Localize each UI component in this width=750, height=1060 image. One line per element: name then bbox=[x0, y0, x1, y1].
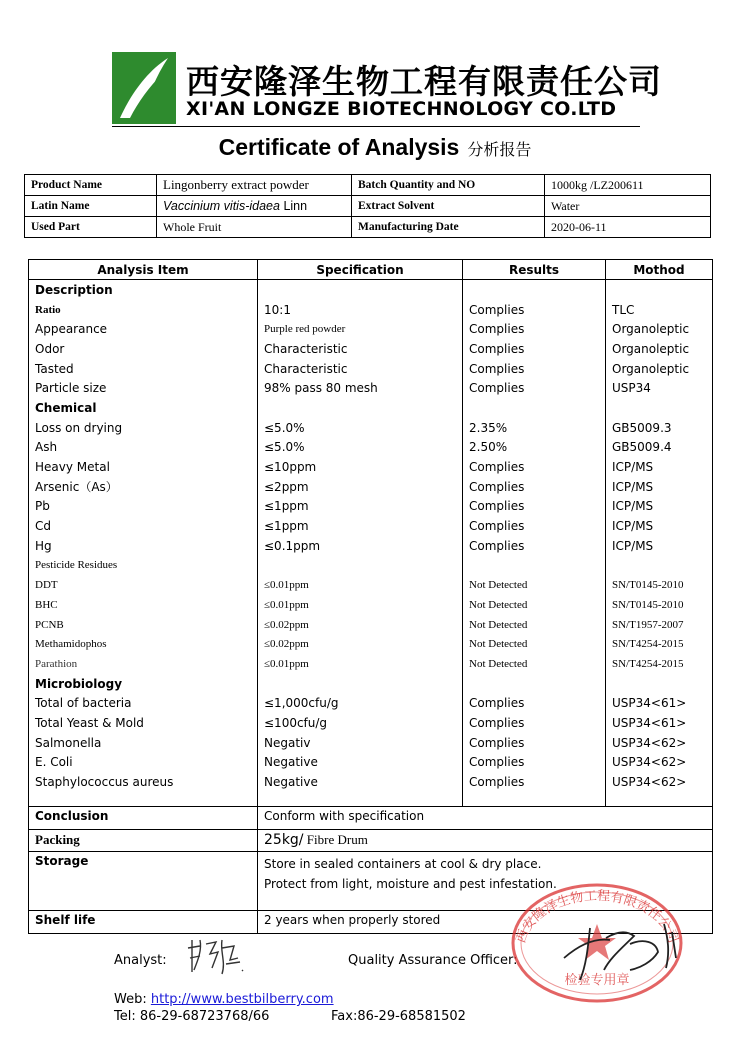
specification-cell: 10:1 bbox=[258, 300, 463, 320]
method-cell: SN/T0145-2010 bbox=[606, 575, 713, 595]
method-cell: USP34 bbox=[606, 378, 713, 398]
analysis-row bbox=[29, 654, 713, 674]
analysis-row bbox=[29, 713, 713, 733]
analysis-row bbox=[29, 575, 713, 595]
specification-cell: Negativ bbox=[258, 733, 463, 753]
analyst-signature bbox=[186, 934, 246, 978]
analysis-item-cell: Heavy Metal bbox=[29, 457, 258, 477]
used-part-value: Whole Fruit bbox=[157, 217, 352, 238]
method-cell: ICP/MS bbox=[606, 516, 713, 536]
analysis-row bbox=[29, 300, 713, 320]
analysis-item-cell: Microbiology bbox=[29, 674, 258, 694]
latin-name-label: Latin Name bbox=[25, 196, 157, 217]
analysis-row bbox=[29, 634, 713, 654]
analysis-row bbox=[29, 772, 713, 792]
specification-cell bbox=[258, 280, 463, 300]
method-cell bbox=[606, 280, 713, 300]
company-name-en: XI'AN LONGZE BIOTECHNOLOGY CO.LTD bbox=[186, 98, 617, 120]
result-cell bbox=[463, 398, 606, 418]
result-cell: Complies bbox=[463, 477, 606, 497]
shelf-life-label: Shelf life bbox=[29, 911, 258, 934]
analysis-row bbox=[29, 339, 713, 359]
product-name-value: Lingonberry extract powder bbox=[157, 175, 352, 196]
method-cell: ICP/MS bbox=[606, 457, 713, 477]
specification-cell: 98% pass 80 mesh bbox=[258, 378, 463, 398]
website-line bbox=[114, 992, 334, 1007]
latin-genus: Vaccinium vitis-idaea bbox=[163, 199, 280, 213]
analysis-table bbox=[28, 259, 713, 934]
analysis-item-cell: Odor bbox=[29, 339, 258, 359]
section-row bbox=[29, 280, 713, 300]
result-cell: Complies bbox=[463, 339, 606, 359]
result-cell: Complies bbox=[463, 753, 606, 773]
company-name-cn: 西安隆泽生物工程有限责任公司 bbox=[186, 62, 662, 101]
analysis-item-cell: Pb bbox=[29, 497, 258, 517]
analysis-item-cell: Methamidophos bbox=[29, 634, 258, 654]
method-cell bbox=[606, 556, 713, 576]
analysis-item-cell: Parathion bbox=[29, 654, 258, 674]
table-spacer-row bbox=[29, 792, 713, 807]
method-cell: SN/T0145-2010 bbox=[606, 595, 713, 615]
result-cell: Complies bbox=[463, 457, 606, 477]
specification-cell: ≤5.0% bbox=[258, 418, 463, 438]
conclusion-value: Conform with specification bbox=[258, 806, 713, 829]
analysis-item-cell: Chemical bbox=[29, 398, 258, 418]
document-title bbox=[0, 134, 750, 161]
analysis-row bbox=[29, 733, 713, 753]
result-cell bbox=[463, 280, 606, 300]
analyst-label: Analyst: bbox=[114, 953, 167, 968]
result-cell: Not Detected bbox=[463, 654, 606, 674]
result-cell: Not Detected bbox=[463, 595, 606, 615]
analysis-item-cell: PCNB bbox=[29, 615, 258, 635]
header-analysis-item: Analysis Item bbox=[29, 260, 258, 280]
analysis-row bbox=[29, 438, 713, 458]
result-cell: Not Detected bbox=[463, 634, 606, 654]
result-cell bbox=[463, 674, 606, 694]
method-cell: SN/T4254-2015 bbox=[606, 634, 713, 654]
result-cell: Complies bbox=[463, 319, 606, 339]
method-cell: ICP/MS bbox=[606, 497, 713, 517]
analysis-item-cell: Ratio bbox=[29, 300, 258, 320]
analysis-item-cell: BHC bbox=[29, 595, 258, 615]
product-info-table bbox=[24, 174, 711, 238]
analysis-item-cell: Appearance bbox=[29, 319, 258, 339]
result-cell: Complies bbox=[463, 516, 606, 536]
specification-cell bbox=[258, 398, 463, 418]
analysis-item-cell: Arsenic（As） bbox=[29, 477, 258, 497]
method-cell: SN/T4254-2015 bbox=[606, 654, 713, 674]
specification-cell: ≤1ppm bbox=[258, 516, 463, 536]
analysis-row bbox=[29, 359, 713, 379]
method-cell: USP34<62> bbox=[606, 753, 713, 773]
analysis-row bbox=[29, 753, 713, 773]
result-cell: Complies bbox=[463, 693, 606, 713]
solvent-label: Extract Solvent bbox=[352, 196, 545, 217]
analysis-row bbox=[29, 457, 713, 477]
packing-type: Fibre Drum bbox=[303, 831, 368, 847]
analysis-row bbox=[29, 536, 713, 556]
specification-cell: ≤0.01ppm bbox=[258, 595, 463, 615]
specification-cell: Characteristic bbox=[258, 339, 463, 359]
analysis-row bbox=[29, 477, 713, 497]
method-cell: GB5009.4 bbox=[606, 438, 713, 458]
latin-author: Linn bbox=[283, 199, 308, 213]
specification-cell: ≤5.0% bbox=[258, 438, 463, 458]
specification-cell: Negative bbox=[258, 772, 463, 792]
storage-line-2: Protect from light, moisture and pest infestation. bbox=[264, 877, 557, 892]
method-cell: USP34<62> bbox=[606, 733, 713, 753]
packing-row bbox=[29, 829, 713, 852]
analysis-row bbox=[29, 595, 713, 615]
method-cell bbox=[606, 674, 713, 694]
result-cell bbox=[463, 556, 606, 576]
method-cell: USP34<62> bbox=[606, 772, 713, 792]
analysis-item-cell: Total Yeast & Mold bbox=[29, 713, 258, 733]
method-cell: Organoleptic bbox=[606, 319, 713, 339]
method-cell: Organoleptic bbox=[606, 339, 713, 359]
result-cell: Complies bbox=[463, 713, 606, 733]
analysis-row bbox=[29, 693, 713, 713]
manufacturing-date-label: Manufacturing Date bbox=[352, 217, 545, 238]
header-method: Mothod bbox=[606, 260, 713, 280]
result-cell: Complies bbox=[463, 536, 606, 556]
table-header-row bbox=[29, 260, 713, 280]
analysis-row bbox=[29, 378, 713, 398]
specification-cell: ≤10ppm bbox=[258, 457, 463, 477]
method-cell: ICP/MS bbox=[606, 477, 713, 497]
result-cell: Complies bbox=[463, 772, 606, 792]
analysis-item-cell: DDT bbox=[29, 575, 258, 595]
analysis-item-cell: Loss on drying bbox=[29, 418, 258, 438]
result-cell: Complies bbox=[463, 733, 606, 753]
specification-cell: ≤0.1ppm bbox=[258, 536, 463, 556]
batch-label: Batch Quantity and NO bbox=[352, 175, 545, 196]
manufacturing-date-value: 2020-06-11 bbox=[545, 217, 711, 238]
header-rule bbox=[112, 126, 640, 127]
method-cell: USP34<61> bbox=[606, 693, 713, 713]
storage-line-1: Store in sealed containers at cool & dry place. bbox=[264, 857, 542, 872]
packing-value bbox=[258, 829, 713, 852]
analysis-item-cell: Salmonella bbox=[29, 733, 258, 753]
specification-cell: ≤1,000cfu/g bbox=[258, 693, 463, 713]
analysis-item-cell: Cd bbox=[29, 516, 258, 536]
result-cell: Not Detected bbox=[463, 615, 606, 635]
analysis-row bbox=[29, 556, 713, 576]
result-cell: Complies bbox=[463, 359, 606, 379]
analysis-row bbox=[29, 319, 713, 339]
title-cn: 分析报告 bbox=[467, 140, 532, 159]
analysis-row bbox=[29, 497, 713, 517]
packing-label: Packing bbox=[29, 829, 258, 852]
latin-name-value bbox=[157, 196, 352, 217]
qa-signature bbox=[560, 918, 680, 984]
seal-text-top: 西安隆泽生物工程有限责任公司 bbox=[513, 888, 681, 946]
packing-amount: 25kg/ bbox=[264, 831, 304, 848]
analysis-item-cell: Ash bbox=[29, 438, 258, 458]
header-results: Results bbox=[463, 260, 606, 280]
telephone: Tel: 86-29-68723768/66 bbox=[114, 1009, 270, 1024]
specification-cell: ≤0.02ppm bbox=[258, 634, 463, 654]
header-specification: Specification bbox=[258, 260, 463, 280]
method-cell: USP34<61> bbox=[606, 713, 713, 733]
method-cell: SN/T1957-2007 bbox=[606, 615, 713, 635]
specification-cell: ≤2ppm bbox=[258, 477, 463, 497]
method-cell: GB5009.3 bbox=[606, 418, 713, 438]
title-en: Certificate of Analysis bbox=[218, 134, 460, 160]
analysis-item-cell: Tasted bbox=[29, 359, 258, 379]
product-name-label: Product Name bbox=[25, 175, 157, 196]
specification-cell: Characteristic bbox=[258, 359, 463, 379]
method-cell bbox=[606, 398, 713, 418]
analysis-row bbox=[29, 418, 713, 438]
specification-cell bbox=[258, 674, 463, 694]
analysis-item-cell: E. Coli bbox=[29, 753, 258, 773]
method-cell: Organoleptic bbox=[606, 359, 713, 379]
conclusion-label: Conclusion bbox=[29, 806, 258, 829]
analysis-row bbox=[29, 516, 713, 536]
method-cell: TLC bbox=[606, 300, 713, 320]
analysis-item-cell: Particle size bbox=[29, 378, 258, 398]
specification-cell: ≤0.01ppm bbox=[258, 654, 463, 674]
specification-cell: Negative bbox=[258, 753, 463, 773]
section-row bbox=[29, 674, 713, 694]
fax: Fax:86-29-68581502 bbox=[331, 1009, 466, 1024]
section-row bbox=[29, 398, 713, 418]
used-part-label: Used Part bbox=[25, 217, 157, 238]
qa-officer-label: Quality Assurance Officer: bbox=[348, 953, 518, 968]
company-logo bbox=[112, 52, 176, 124]
method-cell: ICP/MS bbox=[606, 536, 713, 556]
analysis-item-cell: Hg bbox=[29, 536, 258, 556]
analysis-item-cell: Total of bacteria bbox=[29, 693, 258, 713]
solvent-value: Water bbox=[545, 196, 711, 217]
storage-label: Storage bbox=[29, 852, 258, 911]
result-cell: 2.50% bbox=[463, 438, 606, 458]
website-link[interactable]: http://www.bestbilberry.com bbox=[150, 992, 334, 1007]
conclusion-row bbox=[29, 806, 713, 829]
analysis-item-cell: Staphylococcus aureus bbox=[29, 772, 258, 792]
result-cell: 2.35% bbox=[463, 418, 606, 438]
specification-cell: ≤0.01ppm bbox=[258, 575, 463, 595]
specification-cell: ≤0.02ppm bbox=[258, 615, 463, 635]
web-label: Web: bbox=[114, 992, 151, 1007]
result-cell: Complies bbox=[463, 300, 606, 320]
result-cell: Complies bbox=[463, 378, 606, 398]
specification-cell: ≤100cfu/g bbox=[258, 713, 463, 733]
analysis-item-cell: Description bbox=[29, 280, 258, 300]
specification-cell: ≤1ppm bbox=[258, 497, 463, 517]
shelf-life-value: 2 years when properly stored bbox=[258, 911, 713, 934]
specification-cell: Purple red powder bbox=[258, 319, 463, 339]
analysis-row bbox=[29, 615, 713, 635]
batch-value: 1000kg /LZ200611 bbox=[545, 175, 711, 196]
seal-text-bottom: 检验专用章 bbox=[564, 973, 630, 988]
specification-cell bbox=[258, 556, 463, 576]
result-cell: Complies bbox=[463, 497, 606, 517]
analysis-item-cell: Pesticide Residues bbox=[29, 556, 258, 576]
result-cell: Not Detected bbox=[463, 575, 606, 595]
